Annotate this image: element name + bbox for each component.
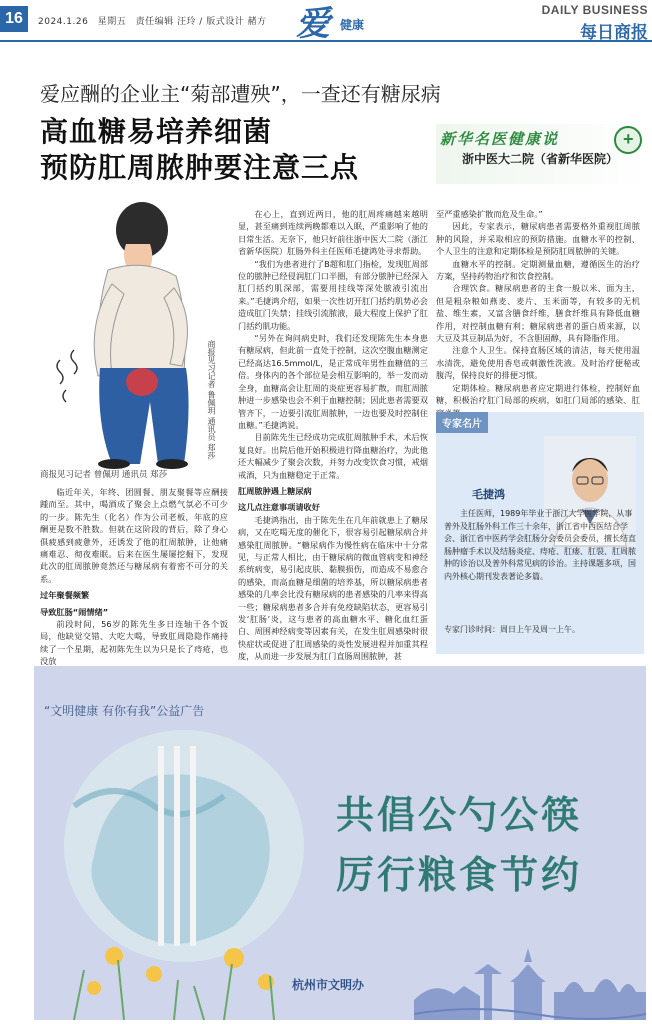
- expert-card: [436, 412, 644, 654]
- pain-spot-shape: [126, 368, 158, 396]
- article-title-line1: 高血糖易培养细菌: [40, 115, 273, 148]
- paragraph: 前段时间，56岁的陈先生多日连轴干各个饭局，他缺觉交错、大吃大喝，导致肛周隐隐作痛持续了一个星期，起初陈先生以为只是长了痔疮，也没放: [40, 619, 228, 667]
- public-service-ad: [34, 666, 646, 1020]
- ad-slogan-1: 共倡公勺公筷: [336, 793, 583, 837]
- article-title-line2: 预防肛周脓肿要注意三点: [40, 151, 360, 184]
- article-kicker: 爱应酬的企业主“菊部遭殃”，一查还有糖尿病: [40, 82, 441, 106]
- byline: 商报见习记者 曾佩玥 通讯员 郑莎: [40, 470, 168, 480]
- section-logo: [296, 0, 386, 44]
- ad-org: 杭州市文明办: [292, 978, 365, 992]
- paragraph: 注意个人卫生。保持直肠区域的清洁，每天使用温水清洗，避免使用香皂或刺激性洗液。及时治疗便秘或腹泻，保持良好的排便习惯。: [436, 345, 640, 381]
- subheading: 过年聚餐频繁: [40, 590, 90, 601]
- hospital-seal-icon: [614, 126, 642, 154]
- page-number: 16: [0, 6, 28, 32]
- paragraph: 毛捷鸿指出，由于陈先生在几年前就患上了糖尿病，又在吃喝无度的催化下，很容易引起糖尿病合并感染肛周脓肿。“糖尿病作为慢性病在临床中十分常见，与正常人相比，由于糖尿病的微血管病变和神经系统病变，易引起皮肤、黏膜损伤，而造成不易愈合的感染，而高血糖是细菌的培养基，所以糖尿病患者感染的几率会比没有糖尿病的患者感染的几率来得高一些；糖尿病患者多合并有免疫缺陷状态，更容易引发‘肛肠’炎，这与患者的高血糖水平、糖化血红蛋白、周围神经病变等因素有关，在发生肛周感染时很快症状或促进了肛周感染的炎性发展进程并加重其程度，从而进一步发展为肛门直肠周围脓肿，甚: [238, 514, 428, 662]
- issue-date: 2024.1.26: [38, 17, 89, 27]
- issue-weekday: 星期五: [97, 17, 127, 27]
- subheading: 导致肛肠“闹情绪”: [40, 606, 109, 617]
- article-column-a: [40, 486, 228, 667]
- brand-english: DAILY BUSINESS: [541, 3, 648, 17]
- ad-slogan-2: 厉行粮食节约: [336, 853, 583, 897]
- header-meta: [38, 14, 273, 27]
- column-badge: [436, 124, 648, 184]
- page-header: [0, 0, 652, 42]
- illustration-caption: 商报见习记者 鲁佩玥 通讯员 郑莎: [207, 340, 216, 460]
- editor-credit: 责任编辑 汪玲 / 版式设计 赭方: [135, 17, 267, 27]
- article-column-b: [238, 208, 428, 662]
- expert-hours: 专家门诊时间：周日上午及周一上午。: [444, 625, 580, 634]
- paragraph: 血糖水平的控制。定期测量血糖，遵循医生的治疗方案，坚持药物治疗和饮食控制。: [436, 258, 640, 282]
- section-char: 爱: [296, 4, 330, 44]
- paragraph: 合理饮食。糖尿病患者的主食一般以米、面为主，但是粗杂粮如燕麦、麦片、玉米面等，有较多的无机盐、维生素，又富含膳食纤维，膳食纤维具有降低血糖作用，对控制血糖有利；糖尿病患者的蛋白质来源，以大豆及其豆制品为好，不含胆固醇，具有降脂作用。: [436, 283, 640, 344]
- hangzhou-skyline-icon: [414, 902, 646, 1020]
- expert-bio: 主任医师，1989年毕业于浙江大学医学院，从事普外及肛肠外科工作三十余年，浙江省中西医结合学会、浙江省中医药学会肛肠分会委员会委员，擅长结直肠肿瘤手术以及结肠炎症、痔疮、肛瘘、肛裂、肛周脓肿的诊治以及普外科常见病的诊治。主持课题多项，国内外核心期刊发表著论多篇。: [444, 509, 636, 581]
- expert-tag: 专家名片: [436, 412, 488, 433]
- paragraph: 定期体检。糖尿病患者应定期进行体检，控制好血糖，积极治疗肛门局部的疾病，如肛门局部的感染、肛: [436, 382, 640, 406]
- ad-tag: “文明健康 有你有我”公益广告: [44, 704, 205, 718]
- patient-illustration: [30, 200, 230, 470]
- paragraph: “我们为患者进行了B超和肛门指检，发现肛周部位的脓肿已经侵润肛门口半圈，有部分脓肿已经深入肛门括约肌深部，需要用挂线等深处脓液引流出来。”毛捷鸿介绍，如果一次性切开肛门括约肌势必会造成肛门失禁；挂线引流脓液，最大程度上保护了肛门括约肌功能。: [238, 258, 428, 331]
- paragraph: 因此，专家表示，糖尿病患者需要格外重视肛周脓肿的风险，并采取相应的预防措施。血糖水平的控制、个人卫生的注意和定期体检是预防肛周脓肿的关键。: [436, 221, 640, 257]
- pain-lines-icon: [57, 350, 77, 402]
- paragraph: 目前陈先生已经成功完成肛周脓肿手术，术后恢复良好。出院后他开始积极进行降血糖治疗，为此他还大幅减少了聚会次数，并努力改变饮食习惯，戒烟戒酒，只为血糖稳定于正常。: [238, 432, 428, 480]
- subheading: 肛周脓肿遇上糖尿病: [238, 485, 312, 496]
- chopsticks-bowl-art: [34, 726, 324, 1020]
- subheading: 这几点注意事项请收好: [238, 502, 320, 513]
- paragraph: 至严重感染扩散而危及生命。”: [436, 209, 543, 219]
- paragraph: 在心上，直到近两日，他的肛周疼痛越来越明显，甚至痛到连续两晚都难以入眠，严重影响了他的日常生活。无奈下，他只好前往浙中医大二院（浙江省新华医院）肛肠外科主任医师毛捷鸿处寻求帮助。: [238, 209, 428, 257]
- column-name: 新华名医健康说: [440, 130, 560, 148]
- paragraph: 临近年关，年终、团圆餐、朋友聚餐等应酬接踵而至。其中，喝酒成了聚会上点燃气氛必不可少的一步。陈先生（化名）作为公司老板，年底的应酬更是数不胜数。但就在这阶段的背后，除了身心俱疲感到疲惫外，还诱发了他的肛周脓肿，让他痛痛难忍、彻夜难眠。后来在医生屡屡挖掘下，发现此次的肛周脓肿竟然还与糖尿病有着密不可分的关系。: [40, 487, 228, 584]
- expert-name: 毛捷鸿: [472, 488, 505, 501]
- column-org: 浙中医大二院（省新华医院）: [462, 152, 619, 166]
- section-name: 健康: [340, 18, 365, 32]
- grass-icon: [74, 960, 274, 1020]
- paragraph: “另外在询问病史时，我们还发现陈先生本身患有糖尿病，但此前一直处于控制，这次空腹血糖测定已经高达16.5mmol/L，是正常成年男性血糖值的三倍。身体内的各个部位是会相互影响的，举一发而动全身，血糖高会让肛周的炎症更容易扩散，而肛周脓肿进一步感染也会不利于血糖控制；因此患者需要双管齐下，一边要引流肛周脓肿，一边也要及时控制住血糖。”毛捷鸿说。: [238, 333, 428, 430]
- article-column-c: [436, 208, 640, 404]
- brand-chinese: 每日商报: [580, 23, 648, 43]
